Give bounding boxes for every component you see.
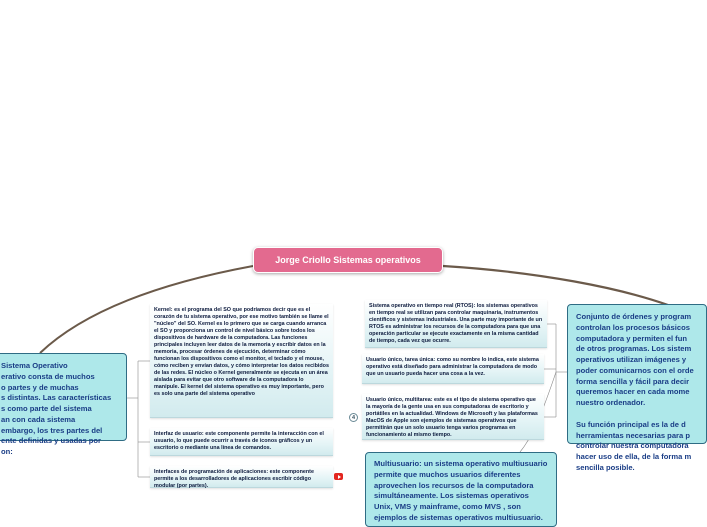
main-topic-multiusuario[interactable]: Multiusuario: un sistema operativo multiusuario permite que muchos usuarios diferentes aprovechen los recursos de la computadora simultáneamente. Los sistemas operativos Unix, VMS y mainframe, como MVS , son ejemplos de sistemas operativos multiusuario. — [365, 452, 557, 527]
subtopic-interfaces-programacion[interactable]: Interfaces de programación de aplicaciones: este componente permite a los desarrolladores de aplicaciones escribir código modular (por partes). — [150, 466, 333, 488]
subtopic-rtos[interactable]: Sistema operativo en tiempo real (RTOS): los sistemas operativos en tiempo real se utilizan para controlar maquinaria, instrumentos científicos y sistemas industriales. Una parte muy importante de un RTOS es administrar los recursos de la computadora para que una operación particular se ejecute exactamente en la misma cantidad de tiempo, cada vez que ocurre. — [365, 300, 547, 348]
connector-left-branches — [127, 361, 150, 477]
subtopic-usuario-unico-tarea-unica[interactable]: Usuario único, tarea única: como su nombre lo indica, este sistema operativo está diseñado para administrar la computadora de modo que un usuario pueda hacer una cosa a la vez. — [362, 354, 544, 384]
main-topic-left[interactable]: Sistema Operativo erativo consta de muchos o partes y de muchas s distintas. Las características s como parte del sistema an con cada sistema embargo, los tres partes del ente definidas y usadas por on: — [0, 353, 127, 441]
central-topic[interactable]: Jorge Criollo Sistemas operativos — [253, 247, 443, 273]
subtopic-interfaz-usuario[interactable]: Interfaz de usuario: este componente permite la interacción con el usuario, lo que puede ocurrir a través de iconos gráficos y un escritorio o mediante una línea de comandos. — [150, 428, 333, 456]
subtopic-kernel[interactable]: Kernel: es el programa del SO que podríamos decir que es el corazón de tu sistema operativo, por ese motivo también se llame el "núcleo" del SO. Kernel es lo primero que se carga cuando arranca el SO y proporciona un control de nivel básico sobre todos los dispositivos de hardware de la computadora. Las funciones principales incluyen leer datos de la memoria y escribir datos en la memoria, procesar órdenes de ejecución, determinar cómo funcionan los dispositivos como el monitor, el teclado y el mouse, cómo reciben y envían datos, y cómo interpretar los datos recibidos de las redes. El núcleo o Kernel generalmente se ejecuta en un área aislada para evitar que otro software de la computadora lo manipule. El kernel del sistema operativo es muy importante, pero es solo una parte del sistema operativo — [150, 304, 333, 418]
main-topic-right[interactable]: Conjunto de órdenes y program controlan los procesos básicos computadora y permiten el fun de otros programas. Los sistem operativos utilizan imágenes y poder comunicarnos con el orde forma sencilla y fácil para decir queremos hacer en cada mome nuestro ordenador. Su función principal es la de d herramientas necesarias para p controlar nuestra computadora hacer uso de ella, de la forma m sencilla posible. — [567, 304, 707, 444]
youtube-video-icon[interactable] — [334, 473, 343, 480]
subtopic-usuario-unico-multitarea[interactable]: Usuario único, multitarea: este es el tipo de sistema operativo que la mayoría de la gente usa en sus computadoras de escritorio y portátiles en la actualidad. Windows de Microsoft y las plataformas MacOS de Apple son ejemplos de sistemas operativos que permitirán que un solo usuario tenga varios programas en funcionamiento al mismo tiempo. — [362, 394, 544, 440]
numbered-marker-icon[interactable]: 4 — [349, 413, 358, 422]
